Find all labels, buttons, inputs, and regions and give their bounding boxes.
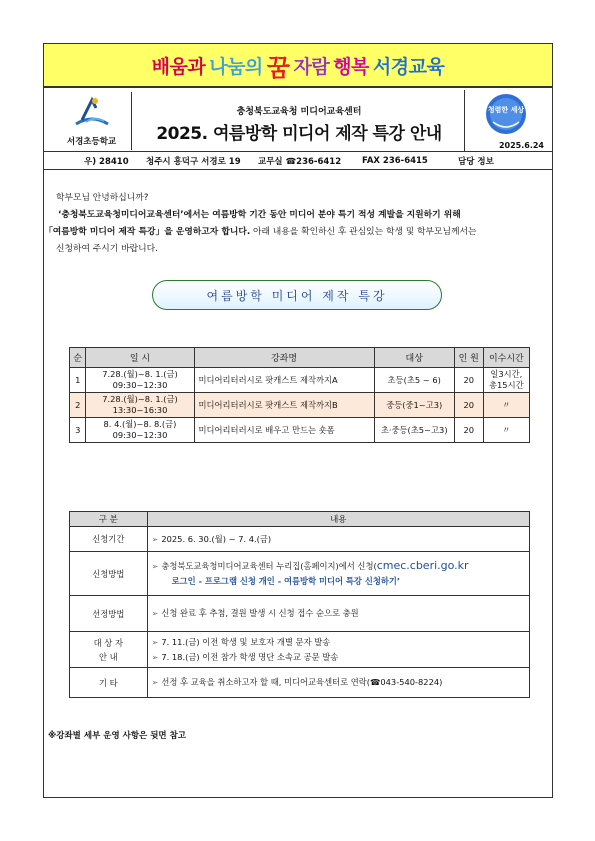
arrow-icon: ➢: [151, 534, 159, 544]
course-date-range: 7.28.(월)~8. 1.(금): [102, 394, 178, 404]
course-table: [69, 347, 530, 443]
slogan-word: 서경교육: [372, 55, 445, 78]
course-target: 중등(중1~고3): [374, 393, 454, 418]
column-header: 강좌명: [194, 348, 374, 368]
fax-number: FAX 236-6415: [362, 156, 428, 166]
table-header-row: [70, 512, 530, 527]
selection-method: 신청 완료 후 추첨, 결원 발생 시 신청 접수 순으로 충원: [161, 608, 359, 618]
course-no: 2: [70, 393, 86, 418]
course-hours: 〃: [483, 393, 529, 418]
course-time: 09:30~12:30: [112, 430, 168, 440]
column-header: 순: [70, 348, 86, 368]
course-name: 미디어리터러시로 팟캐스트 제작까지A: [194, 368, 374, 393]
footnote: ※강좌별 세부 운영 사항은 뒷면 참고: [48, 731, 187, 741]
intro-line-rest: 아래 내용을 확인하신 후 관심있는 학생 및 학부모님께서는: [250, 227, 477, 237]
info-table: [69, 511, 530, 698]
column-header: 내용: [147, 512, 529, 527]
course-date-range: 8. 4.(월)~8. 8.(금): [103, 419, 177, 429]
course-hours: [483, 368, 529, 393]
table-row: [70, 527, 530, 552]
arrow-icon: ➢: [151, 678, 159, 687]
address: 청주시 흥덕구 서경로 19: [146, 157, 241, 167]
column-header: 구 분: [70, 512, 148, 527]
course-count: 20: [454, 393, 483, 418]
zip-code: 우) 28410: [84, 157, 129, 167]
integrity-logo: [464, 90, 552, 152]
slogan-banner: [44, 44, 552, 88]
table-row: [70, 368, 530, 393]
course-hours: 〃: [483, 418, 529, 443]
document-subtitle: 충청북도교육청 미디어교육센터: [236, 107, 362, 117]
course-count: 20: [454, 368, 483, 393]
course-target: 초·중등(초5~고3): [374, 418, 454, 443]
course-no: 3: [70, 418, 86, 443]
row-label: 신청기간: [70, 527, 148, 552]
etc-text: 선정 후 교육을 취소하고자 할 때, 미디어교육센터로 연락(☎043-540-8224): [161, 677, 443, 687]
notice-line: [152, 635, 529, 650]
notice-text: 7. 18.(금) 이전 참가 학생 명단 소속교 공문 발송: [161, 651, 339, 662]
program-title-pill: 여름방학 미디어 제작 특강: [152, 280, 442, 310]
arrow-icon: ➢: [151, 609, 159, 618]
slogan-word: 배움과: [151, 55, 206, 78]
table-row: [70, 668, 530, 698]
table-header-row: [70, 348, 530, 368]
course-name: 미디어리터러시로 배우고 만드는 숏폼: [194, 418, 374, 443]
intro-line: 신청하여 주시기 바랍니다.: [56, 244, 158, 254]
course-count: 20: [454, 418, 483, 443]
school-emblem-icon: [72, 94, 112, 130]
arrow-icon: ➢: [151, 562, 159, 571]
slogan-word: 자람: [293, 55, 330, 78]
row-label: 기 타: [70, 668, 148, 698]
course-time: 13:30~16:30: [112, 405, 168, 415]
row-content: [147, 527, 529, 552]
table-row: [70, 393, 530, 418]
notice-line: [152, 650, 529, 665]
row-content: [147, 632, 529, 668]
row-label: 신청방법: [70, 552, 148, 596]
course-date: [86, 393, 194, 418]
row-content: [147, 552, 529, 596]
method-text: 충청북도교육청미디어교육센터 누리집(홈페이지)에서 신청(: [161, 561, 377, 571]
method-steps: 로그인 - 프로그램 신청 개인 - 여름방학 미디어 특강 신청하기’: [171, 576, 401, 586]
integrity-logo-text: 청렴한 세상: [487, 106, 525, 114]
greeting: 학부모님 안녕하십니까?: [56, 193, 149, 203]
slogan-word: 나눔의: [209, 55, 263, 78]
course-date: [86, 368, 194, 393]
course-name: 미디어리터러시로 팟캐스트 제작까지B: [194, 393, 374, 418]
document-header: [44, 90, 552, 152]
row-label-line: 대 상 자: [93, 637, 123, 648]
column-header: 일 시: [86, 348, 194, 368]
center-website-link[interactable]: cmec.cberi.go.kr: [376, 559, 469, 572]
course-date: [86, 418, 194, 443]
table-row: [70, 632, 530, 668]
table-row: [70, 418, 530, 443]
course-time: 09:30~12:30: [112, 380, 168, 390]
intro-text: [44, 190, 552, 258]
title-box: [134, 90, 464, 152]
table-row: [70, 552, 530, 596]
row-label: [70, 632, 148, 668]
document-title: 2025. 여름방학 미디어 제작 특강 안내: [156, 124, 442, 144]
school-name: 서경초등학교: [66, 137, 117, 147]
application-period: 2025. 6. 30.(월) ~ 7. 4.(금): [161, 533, 272, 544]
method-line: [152, 559, 529, 574]
course-target: 초등(초5 ~ 6): [374, 368, 454, 393]
contact-strip: [44, 153, 552, 170]
row-content: [147, 668, 529, 698]
arrow-icon: ➢: [151, 637, 159, 647]
integrity-emblem-icon: [483, 92, 529, 136]
column-header: 인 원: [454, 348, 483, 368]
course-hours-line: 총15시간: [489, 380, 524, 390]
intro-line: [44, 224, 552, 241]
row-label: 선정방법: [70, 596, 148, 632]
school-logo: [52, 92, 132, 150]
office-phone: 교무실 ☎236-6412: [258, 157, 342, 167]
intro-emphasis: 「여름방학 미디어 제작 특강」을 운영하고자 합니다.: [44, 227, 251, 237]
manager: 담당 정보: [458, 157, 494, 167]
course-no: 1: [70, 368, 86, 393]
column-header: 대상: [374, 348, 454, 368]
intro-line: ‘충청북도교육청미디어교육센터’에서는 여름방학 기간 동안 미디어 분야 특기 적성 계발을 지원하기 위해: [58, 210, 461, 220]
column-header: 이수시간: [483, 348, 529, 368]
notice-text: 7. 11.(금) 이전 학생 및 보호자 개별 문자 발송: [161, 636, 331, 647]
course-hours-line: 일3시간,: [490, 369, 523, 379]
row-content: [147, 596, 529, 632]
course-date-range: 7.28.(월)~8. 1.(금): [102, 369, 178, 379]
arrow-icon: ➢: [151, 652, 159, 662]
row-label-line: 안 내: [98, 651, 118, 662]
slogan-word: 꿈: [266, 53, 290, 82]
document-frame: [43, 43, 553, 798]
table-row: [70, 596, 530, 632]
document-date: 2025.6.24: [498, 141, 544, 150]
slogan-word: 행복: [333, 55, 369, 78]
